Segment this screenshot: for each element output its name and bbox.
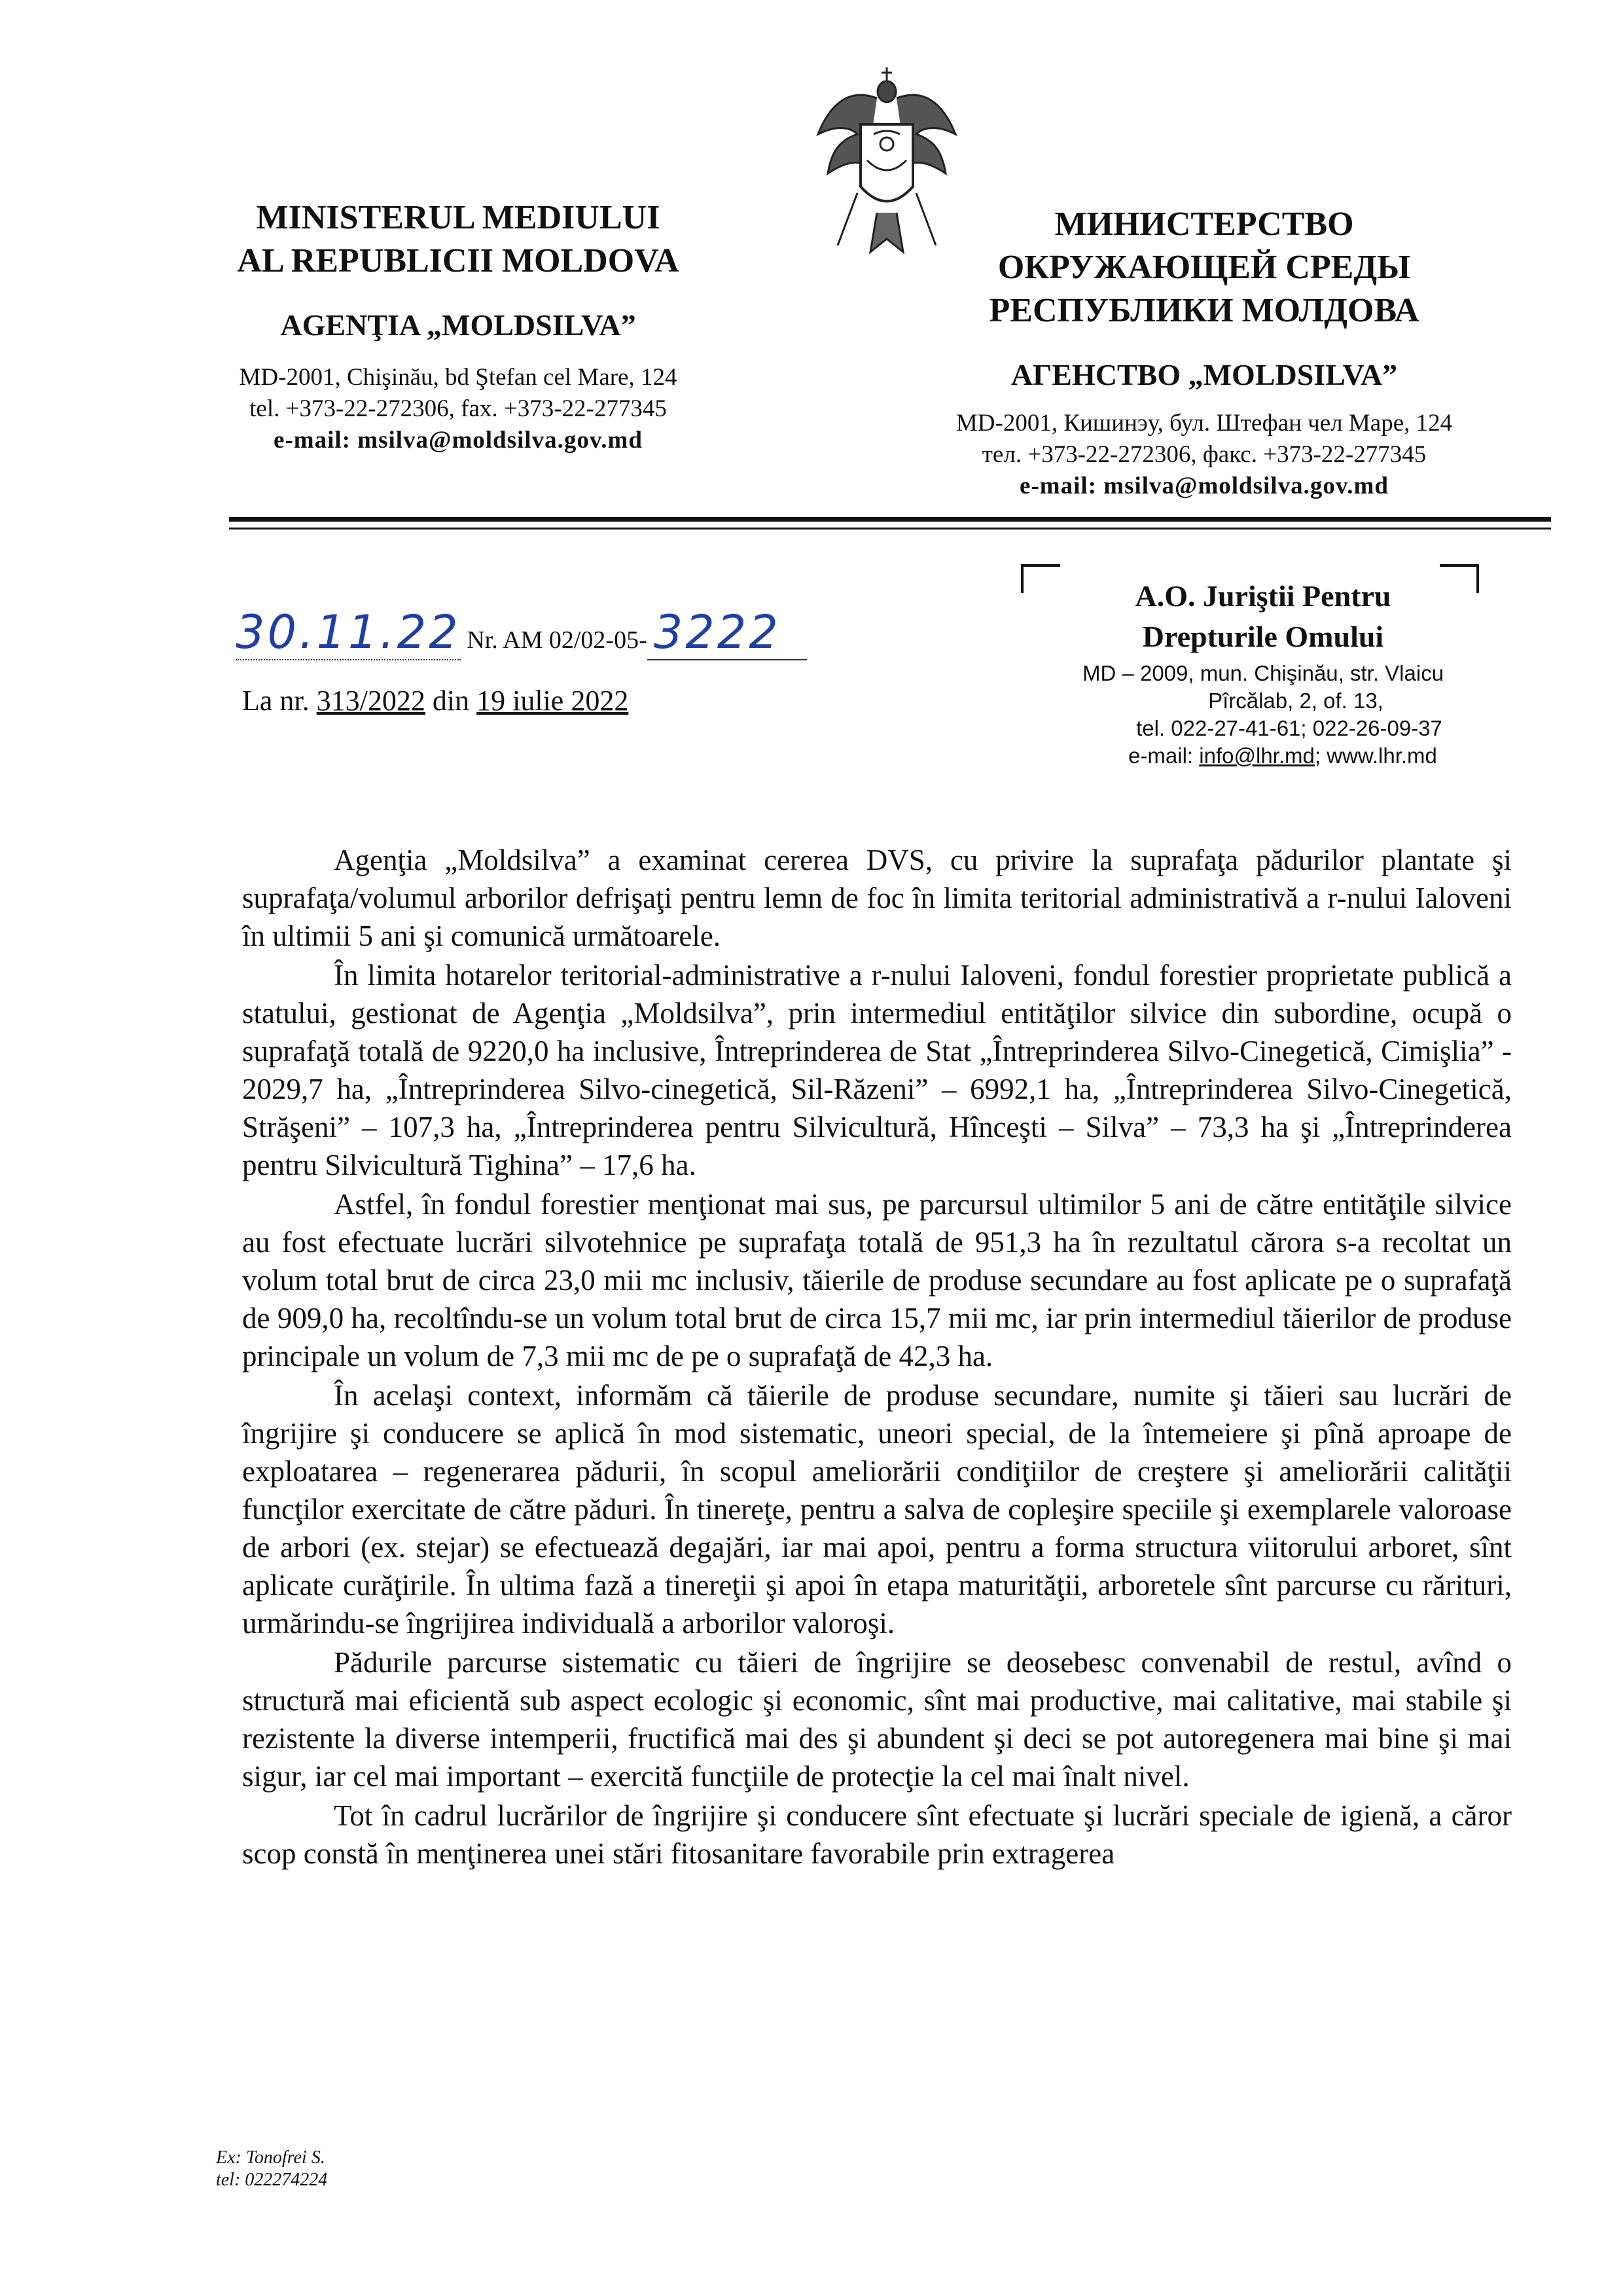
handwritten-reference-number: 3222 [647,605,807,660]
ministry-title-ro-line2: AL REPUBLICII MOLDOVA [237,242,679,279]
agency-name-ro: AGENŢIA „MOLDSILVA” [280,308,636,342]
incoming-reference [242,684,628,717]
executor-phone: tel: 022274224 [216,2170,328,2190]
header-divider-thick [229,517,1551,522]
din-label: din [432,685,470,717]
addressee-block [1021,576,1505,770]
agency-email-ru: e-mail: msilva@moldsilva.gov.md [1020,473,1389,499]
addressee-phone: tel. 022-27-41-61; 022-26-09-37 [1136,716,1442,740]
ministry-title-ru-line3: РЕСПУБЛИКИ МОЛДОВА [989,292,1419,329]
addressee-email-prefix: e-mail: [1128,744,1200,768]
body-paragraph-1: Agenţia „Moldsilva” a examinat cererea DVS, cu privire la suprafaţa pădurilor plantate şi suprafaţa/volumul arborilor defrişaţi pentru lemn de foc în limita teritorial administrativă a r-nului Ialoveni în ultimii 5 ani şi comunică următoarele. [242,844,1512,952]
addressee-name-line2: Drepturile Omului [1142,620,1384,653]
la-nr-value: 313/2022 [316,685,425,717]
agency-address-ru: MD-2001, Кишинэу, бул. Штефан чел Маре, 124 [955,410,1453,437]
agency-address-ro: MD-2001, Chişinău, bd Ştefan cel Mare, 124 [239,364,677,391]
addressee-name-line1: A.O. Juriştii Pentru [1135,579,1391,613]
reference-number-label: Nr. AM 02/02-05- [467,626,647,654]
body-paragraph-6: Tot în cadrul lucrărilor de îngrijire şi conducere sînt efectuate şi lucrări speciale de igienă, a căror scop constă în menţinerea unei stări fitosanitare favorabile prin extragerea [242,1799,1512,1870]
agency-email-ro: e-mail: msilva@moldsilva.gov.md [274,427,643,454]
body-paragraph-3: Astfel, în fondul forestier menţionat mai sus, pe parcursul ultimilor 5 ani de către entităţile silvice au fost efectuate lucrări silvotehnice pe suprafaţa totală de 951,3 ha în rezultatul cărora s-a recoltat un volum total brut de circa 23,0 mii mc inclusiv, tăierile de produse secundare au fost aplicate pe o suprafaţă de 909,0 ha, recoltîndu-se un volum total brut de circa 15,7 mii mc, iar prin intermediul tăierilor de produse principale un volum de 7,3 mii mc de pe o suprafaţă de 42,3 ha. [242,1188,1512,1372]
header-divider-thin [229,528,1551,529]
agency-phone-ru: тел. +373-22-272306, факс. +373-22-277345 [982,441,1427,468]
ministry-title-ru-line1: МИНИСТЕРСТВО [1054,206,1354,243]
addressee-address-line1: MD – 2009, mun. Chişinău, str. Vlaicu [1082,661,1444,685]
handwritten-date: 30.11.22 [236,605,461,659]
letter-body [242,841,1512,1874]
header-left [216,196,700,456]
executor-name: Ex: Tonofrei S. [216,2147,325,2168]
ministry-title-ru-line2: ОКРУЖАЮЩЕЙ СРЕДЫ [997,249,1411,286]
body-paragraph-2: În limita hotarelor teritorial-administrative a r-nului Ialoveni, fondul forestier proprietate publică a statului, gestionat de Agenţia „Moldsilva”, prin intermediul entităţilor silvice din subordine, ocupă o suprafaţă totală de 9220,0 ha inclusive, Întreprinderea de Stat „Întreprinderea Silvo-Cinegetică, Cimişlia” - 2029,7 ha, „Întreprinderea Silvo-cinegetică, Sil-Răzeni” – 6992,1 ha, „Întreprinderea Silvo-Cinegetică, Străşeni” – 107,3 ha, „Întreprinderea pentru Silvicultură, Hînceşti – Silva” – 73,3 ha şi „Întreprinderea pentru Silvicultură Tighina” – 17,6 ha. [242,959,1512,1181]
header-right [916,203,1492,502]
addressee-website: ; www.lhr.md [1314,744,1437,768]
din-value: 19 iulie 2022 [476,685,629,717]
ministry-title-ro-line1: MINISTERUL MEDIULUI [256,199,660,236]
la-nr-label: La nr. [242,685,310,717]
addressee-email [1021,742,1505,770]
body-paragraph-4: În acelaşi context, informăm că tăierile de produse secundare, numite şi tăieri sau lucrări de îngrijire şi conducere se aplică în mod sistematic, uneori special, de la întemeiere şi pînă aproape de exploatarea – regenerarea pădurii, în scopul ameliorării condiţiilor de creştere şi ameliorării calităţii funcţilor exercitate de către păduri. În tinereţe, pentru a salva de copleşire speciile şi exemplarele valoroase de arbori (ex. stejar) se efectuează degajări, iar mai apoi, pentru a forma structura viitorului arboret, sînt aplicate curăţirile. În ultima fază a tinereţii şi apoi în etapa maturităţii, arboretele sînt parcurse cu rărituri, urmărindu-se îngrijirea individuală a arborilor valoroşi. [242,1379,1512,1640]
executor-footer [216,2147,327,2191]
agency-phone-ro: tel. +373-22-272306, fax. +373-22-277345 [249,395,667,422]
addressee-address-line2: Pîrcălab, 2, of. 13, [1208,689,1383,713]
agency-name-ru: АГЕНСТВО „MOLDSILVA” [1010,358,1398,391]
body-paragraph-5: Pădurile parcurse sistematic cu tăieri de îngrijire se deosebesc convenabil de restul, avînd o structură mai eficientă sub aspect ecologic şi economic, sînt mai productive, mai calitative, mai stabile şi rezistente la diverse intemperii, fructifică mai des şi abundent şi deci se pot autoregenera mai bine şi mai sigur, iar cel mai important – exercită funcţiile de protecţie la cel mai înalt nivel. [242,1646,1512,1793]
addressee-email-link[interactable]: info@lhr.md [1199,744,1315,768]
outgoing-reference [236,605,807,660]
